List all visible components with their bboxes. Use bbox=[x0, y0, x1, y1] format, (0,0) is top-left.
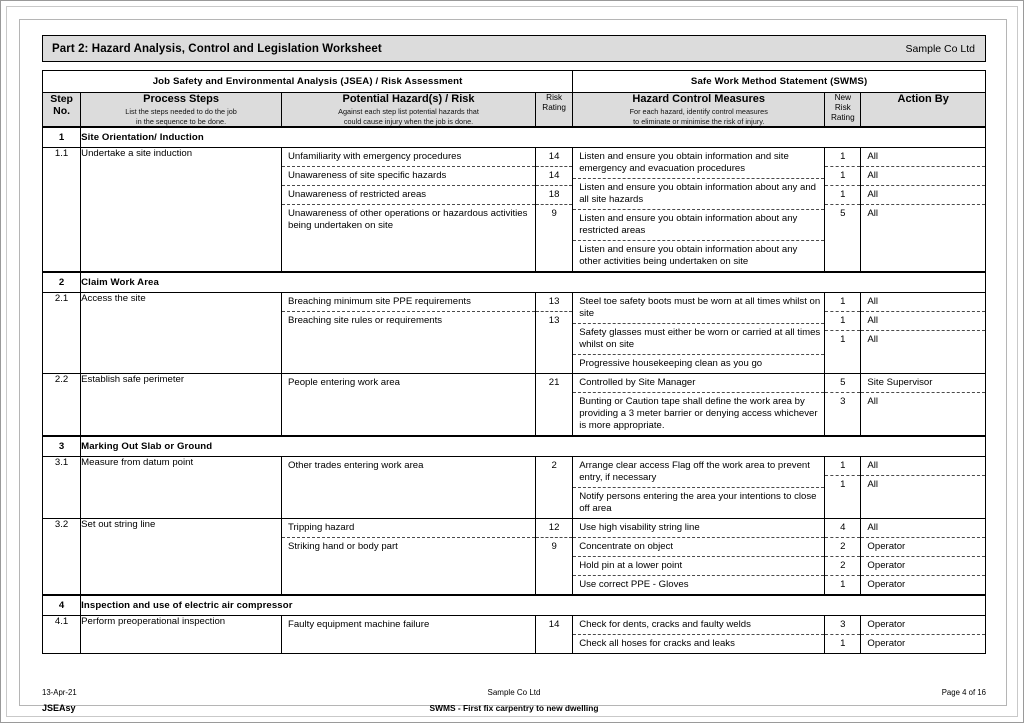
action-by-value: Operator bbox=[861, 537, 985, 556]
table-row bbox=[43, 616, 986, 654]
process-step-text: Establish safe perimeter bbox=[81, 374, 282, 437]
table-row bbox=[43, 519, 986, 596]
hazard-text: Breaching minimum site PPE requirements bbox=[287, 296, 471, 307]
risk-rating-cell bbox=[536, 616, 573, 654]
risk-rating-cell bbox=[536, 148, 573, 273]
control-measures-cell bbox=[573, 148, 825, 273]
process-step-text: Undertake a site induction bbox=[81, 148, 282, 273]
step-number: 2.1 bbox=[43, 293, 81, 374]
risk-rating-cell bbox=[536, 519, 573, 596]
step-number: 1.1 bbox=[43, 148, 81, 273]
action-by-value: All bbox=[861, 330, 985, 349]
risk-rating-value: 12 bbox=[548, 522, 560, 533]
new-risk-rating-value: 1 bbox=[825, 166, 860, 185]
document-sheet bbox=[19, 19, 1007, 713]
control-measure-text: Listen and ensure you obtain information about any and all site hazards bbox=[573, 178, 824, 209]
action-by-value: All bbox=[861, 185, 985, 204]
action-by-cell bbox=[861, 374, 986, 437]
control-measure-text: Check for dents, cracks and faulty welds bbox=[579, 619, 751, 630]
new-risk-rating-cell bbox=[825, 457, 861, 519]
part-title: Part 2: Hazard Analysis, Control and Legislation Worksheet bbox=[52, 42, 382, 55]
column-header-hazard: Potential Hazard(s) / Risk Against each step list potential hazards that could cause injury when the job is done. bbox=[281, 93, 535, 128]
risk-rating-value: 13 bbox=[536, 311, 572, 330]
column-header-new-risk-rating: New Risk Rating bbox=[825, 93, 861, 128]
process-step-text: Measure from datum point bbox=[81, 457, 282, 519]
footer-doc-title: SWMS - First fix carpentry to new dwelling bbox=[429, 703, 599, 713]
step-number: 3.1 bbox=[43, 457, 81, 519]
group-header-jsea: Job Safety and Environmental Analysis (JSEA) / Risk Assessment bbox=[43, 71, 573, 93]
control-measures-cell bbox=[573, 293, 825, 374]
hazard-cell bbox=[281, 616, 535, 654]
section-number: 2 bbox=[43, 272, 81, 293]
section-number: 3 bbox=[43, 436, 81, 457]
control-measure-text: Check all hoses for cracks and leaks bbox=[573, 634, 824, 653]
action-by-cell bbox=[861, 148, 986, 273]
section-header-row bbox=[43, 127, 986, 148]
group-header-row bbox=[43, 71, 986, 93]
new-risk-rating-cell bbox=[825, 148, 861, 273]
section-title: Marking Out Slab or Ground bbox=[81, 436, 986, 457]
action-by-cell bbox=[861, 616, 986, 654]
new-risk-rating-value: 5 bbox=[840, 377, 846, 388]
hazard-text: Breaching site rules or requirements bbox=[282, 311, 535, 330]
group-header-swms: Safe Work Method Statement (SWMS) bbox=[573, 71, 986, 93]
section-title: Claim Work Area bbox=[81, 272, 986, 293]
action-by-cell bbox=[861, 457, 986, 519]
action-by-value: Operator bbox=[861, 575, 985, 594]
footer-page-number: Page 4 of 16 bbox=[941, 688, 986, 697]
new-risk-rating-cell bbox=[825, 616, 861, 654]
control-measure-text: Steel toe safety boots must be worn at all times whilst on site bbox=[579, 296, 821, 319]
section-header-row bbox=[43, 272, 986, 293]
action-by-value: All bbox=[861, 311, 985, 330]
new-risk-rating-value: 2 bbox=[825, 537, 860, 556]
control-measure-text: Progressive housekeeping clean as you go bbox=[573, 354, 824, 373]
new-risk-rating-value: 1 bbox=[825, 634, 860, 653]
risk-rating-value: 21 bbox=[548, 377, 560, 388]
section-header-row bbox=[43, 436, 986, 457]
section-header-row bbox=[43, 595, 986, 616]
action-by-value: Operator bbox=[861, 634, 985, 653]
risk-rating-cell bbox=[536, 293, 573, 374]
control-measure-text: Controlled by Site Manager bbox=[579, 377, 696, 388]
company-name-header: Sample Co Ltd bbox=[905, 42, 975, 55]
new-risk-rating-value: 1 bbox=[840, 151, 846, 162]
risk-rating-value: 9 bbox=[536, 537, 572, 556]
control-measure-text: Listen and ensure you obtain information and site emergency and evacuation procedures bbox=[579, 151, 789, 174]
control-measure-text: Listen and ensure you obtain information about any restricted areas bbox=[573, 209, 824, 240]
table-row bbox=[43, 148, 986, 273]
new-risk-rating-value: 1 bbox=[825, 311, 860, 330]
control-measures-cell bbox=[573, 457, 825, 519]
section-number: 4 bbox=[43, 595, 81, 616]
step-number: 2.2 bbox=[43, 374, 81, 437]
risk-rating-value: 2 bbox=[551, 460, 557, 471]
footer-date: 13-Apr-21 bbox=[42, 688, 77, 697]
action-by-value: All bbox=[867, 296, 879, 307]
control-measure-text: Use high visability string line bbox=[579, 522, 700, 533]
column-header-risk-rating: Risk Rating bbox=[536, 93, 573, 128]
control-measure-text: Concentrate on object bbox=[573, 537, 824, 556]
new-risk-rating-value: 1 bbox=[825, 475, 860, 494]
new-risk-rating-value: 1 bbox=[825, 185, 860, 204]
risk-rating-value: 18 bbox=[536, 185, 572, 204]
new-risk-rating-value: 5 bbox=[825, 204, 860, 223]
column-header-row bbox=[43, 93, 986, 128]
control-measures-cell bbox=[573, 374, 825, 437]
new-risk-rating-value: 4 bbox=[840, 522, 846, 533]
control-measure-text: Notify persons entering the area your intentions to close off area bbox=[573, 487, 824, 518]
control-measure-text: Hold pin at a lower point bbox=[573, 556, 824, 575]
footer-company: Sample Co Ltd bbox=[487, 688, 541, 697]
section-title: Site Orientation/ Induction bbox=[81, 127, 986, 148]
table-row bbox=[43, 293, 986, 374]
new-risk-rating-cell bbox=[825, 374, 861, 437]
footer-app-name: JSEAsy bbox=[42, 703, 76, 713]
process-step-text: Set out string line bbox=[81, 519, 282, 596]
new-risk-rating-value: 1 bbox=[840, 296, 846, 307]
action-by-value: Site Supervisor bbox=[867, 377, 933, 388]
process-step-text: Access the site bbox=[81, 293, 282, 374]
section-number: 1 bbox=[43, 127, 81, 148]
new-risk-rating-value: 3 bbox=[840, 619, 846, 630]
action-by-value: All bbox=[867, 151, 879, 162]
new-risk-rating-value: 1 bbox=[840, 460, 846, 471]
risk-rating-cell bbox=[536, 374, 573, 437]
column-header-step-no: Step No. bbox=[43, 93, 81, 128]
action-by-value: All bbox=[867, 460, 879, 471]
control-measure-text: Bunting or Caution tape shall define the work area by providing a 3 meter barrier or denying access whichever is more appropriate. bbox=[573, 392, 824, 435]
hazard-text: Unawareness of other operations or hazardous activities being undertaken on site bbox=[282, 204, 535, 235]
action-by-cell bbox=[861, 519, 986, 596]
action-by-cell bbox=[861, 293, 986, 374]
hazard-text: Unawareness of restricted areas bbox=[282, 185, 535, 204]
hazard-cell bbox=[281, 374, 535, 437]
risk-rating-cell bbox=[536, 457, 573, 519]
table-row bbox=[43, 374, 986, 437]
risk-rating-value: 14 bbox=[548, 151, 560, 162]
hazard-cell bbox=[281, 457, 535, 519]
risk-rating-value: 14 bbox=[536, 166, 572, 185]
risk-rating-value: 9 bbox=[536, 204, 572, 223]
hazard-cell bbox=[281, 519, 535, 596]
new-risk-rating-value: 1 bbox=[825, 330, 860, 349]
hazard-cell bbox=[281, 293, 535, 374]
action-by-value: All bbox=[861, 166, 985, 185]
step-number: 3.2 bbox=[43, 519, 81, 596]
action-by-value: Operator bbox=[867, 619, 906, 630]
action-by-value: All bbox=[861, 475, 985, 494]
section-title: Inspection and use of electric air compressor bbox=[81, 595, 986, 616]
control-measure-text: Safety glasses must either be worn or carried at all times whilst on site bbox=[573, 323, 824, 354]
part-title-band bbox=[42, 35, 986, 62]
hazard-text: Tripping hazard bbox=[287, 522, 355, 533]
action-by-value: All bbox=[867, 522, 879, 533]
control-measure-text: Arrange clear access Flag off the work area to prevent entry, if necessary bbox=[579, 460, 810, 483]
risk-rating-value: 14 bbox=[548, 619, 560, 630]
hazard-text: Striking hand or body part bbox=[282, 537, 535, 556]
column-header-process-steps: Process Steps List the steps needed to do the job in the sequence to be done. bbox=[81, 93, 282, 128]
risk-rating-value: 13 bbox=[548, 296, 560, 307]
process-step-text: Perform preoperational inspection bbox=[81, 616, 282, 654]
hazard-cell bbox=[281, 148, 535, 273]
column-header-action-by: Action By bbox=[861, 93, 986, 128]
hazard-text: Other trades entering work area bbox=[287, 460, 424, 471]
new-risk-rating-cell bbox=[825, 293, 861, 374]
control-measure-text: Use correct PPE - Gloves bbox=[573, 575, 824, 594]
new-risk-rating-value: 3 bbox=[825, 392, 860, 411]
table-row bbox=[43, 457, 986, 519]
control-measures-cell bbox=[573, 519, 825, 596]
hazard-text: People entering work area bbox=[287, 377, 400, 388]
new-risk-rating-cell bbox=[825, 519, 861, 596]
hazard-text: Faulty equipment machine failure bbox=[287, 619, 430, 630]
new-risk-rating-value: 1 bbox=[825, 575, 860, 594]
hazard-text: Unfamiliarity with emergency procedures bbox=[287, 151, 462, 162]
action-by-value: Operator bbox=[861, 556, 985, 575]
hazard-text: Unawareness of site specific hazards bbox=[282, 166, 535, 185]
new-risk-rating-value: 2 bbox=[825, 556, 860, 575]
action-by-value: All bbox=[861, 392, 985, 411]
hazard-analysis-table bbox=[42, 70, 986, 654]
page-footer bbox=[42, 688, 986, 713]
control-measures-cell bbox=[573, 616, 825, 654]
step-number: 4.1 bbox=[43, 616, 81, 654]
action-by-value: All bbox=[861, 204, 985, 223]
control-measure-text: Listen and ensure you obtain information about any other activities being undertaken on site bbox=[573, 240, 824, 271]
column-header-control-measures: Hazard Control Measures For each hazard, identify control measures to eliminate or minimise the risk of injury. bbox=[573, 93, 825, 128]
